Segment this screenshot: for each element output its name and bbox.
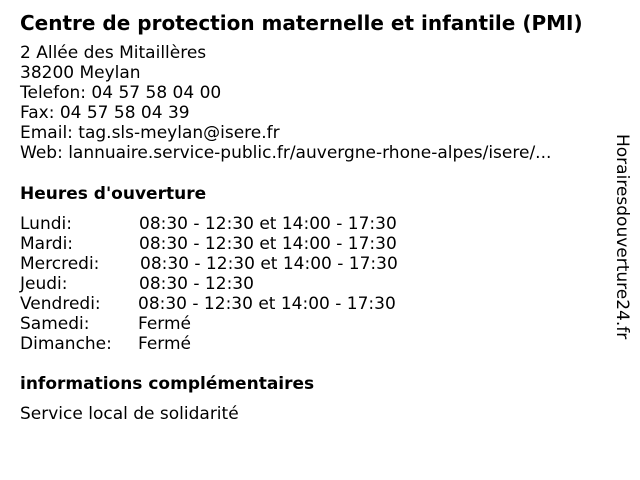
time-value: Fermé — [138, 334, 192, 354]
day-label: Dimanche: — [20, 334, 112, 354]
contact-block — [20, 43, 551, 163]
time-value: Fermé — [138, 314, 192, 334]
fax-line: Fax: 04 57 58 04 39 — [20, 103, 190, 123]
page-title: Centre de protection maternelle et infantile (PMI) — [20, 11, 583, 35]
email-line: Email: tag.sls-meylan@isere.fr — [20, 123, 280, 143]
time-value: 08:30 - 12:30 et 14:00 - 17:30 — [138, 294, 396, 314]
day-label: Jeudi: — [20, 274, 68, 294]
day-label: Mercredi: — [20, 254, 100, 274]
info-text: Service local de solidarité — [20, 404, 239, 424]
address-line-1: 2 Allée des Mitaillères — [20, 43, 207, 63]
day-label: Mardi: — [20, 234, 74, 254]
day-label: Lundi: — [20, 214, 72, 234]
web-link[interactable]: Web: lannuaire.service-public.fr/auvergne-rhone-alpes/isere/... — [20, 143, 552, 163]
day-label: Samedi: — [20, 314, 90, 334]
time-value: 08:30 - 12:30 — [139, 274, 254, 294]
time-value: 08:30 - 12:30 et 14:00 - 17:30 — [140, 254, 398, 274]
address-line-2: 38200 Meylan — [20, 63, 141, 83]
hours-heading: Heures d'ouverture — [20, 184, 207, 204]
info-heading: informations complémentaires — [20, 374, 315, 394]
time-value: 08:30 - 12:30 et 14:00 - 17:30 — [139, 214, 397, 234]
time-value: 08:30 - 12:30 et 14:00 - 17:30 — [139, 234, 397, 254]
day-label: Vendredi: — [20, 294, 101, 314]
site-watermark: Horairesdouverture24.fr — [612, 134, 632, 340]
phone-line: Telefon: 04 57 58 04 00 — [20, 83, 222, 103]
